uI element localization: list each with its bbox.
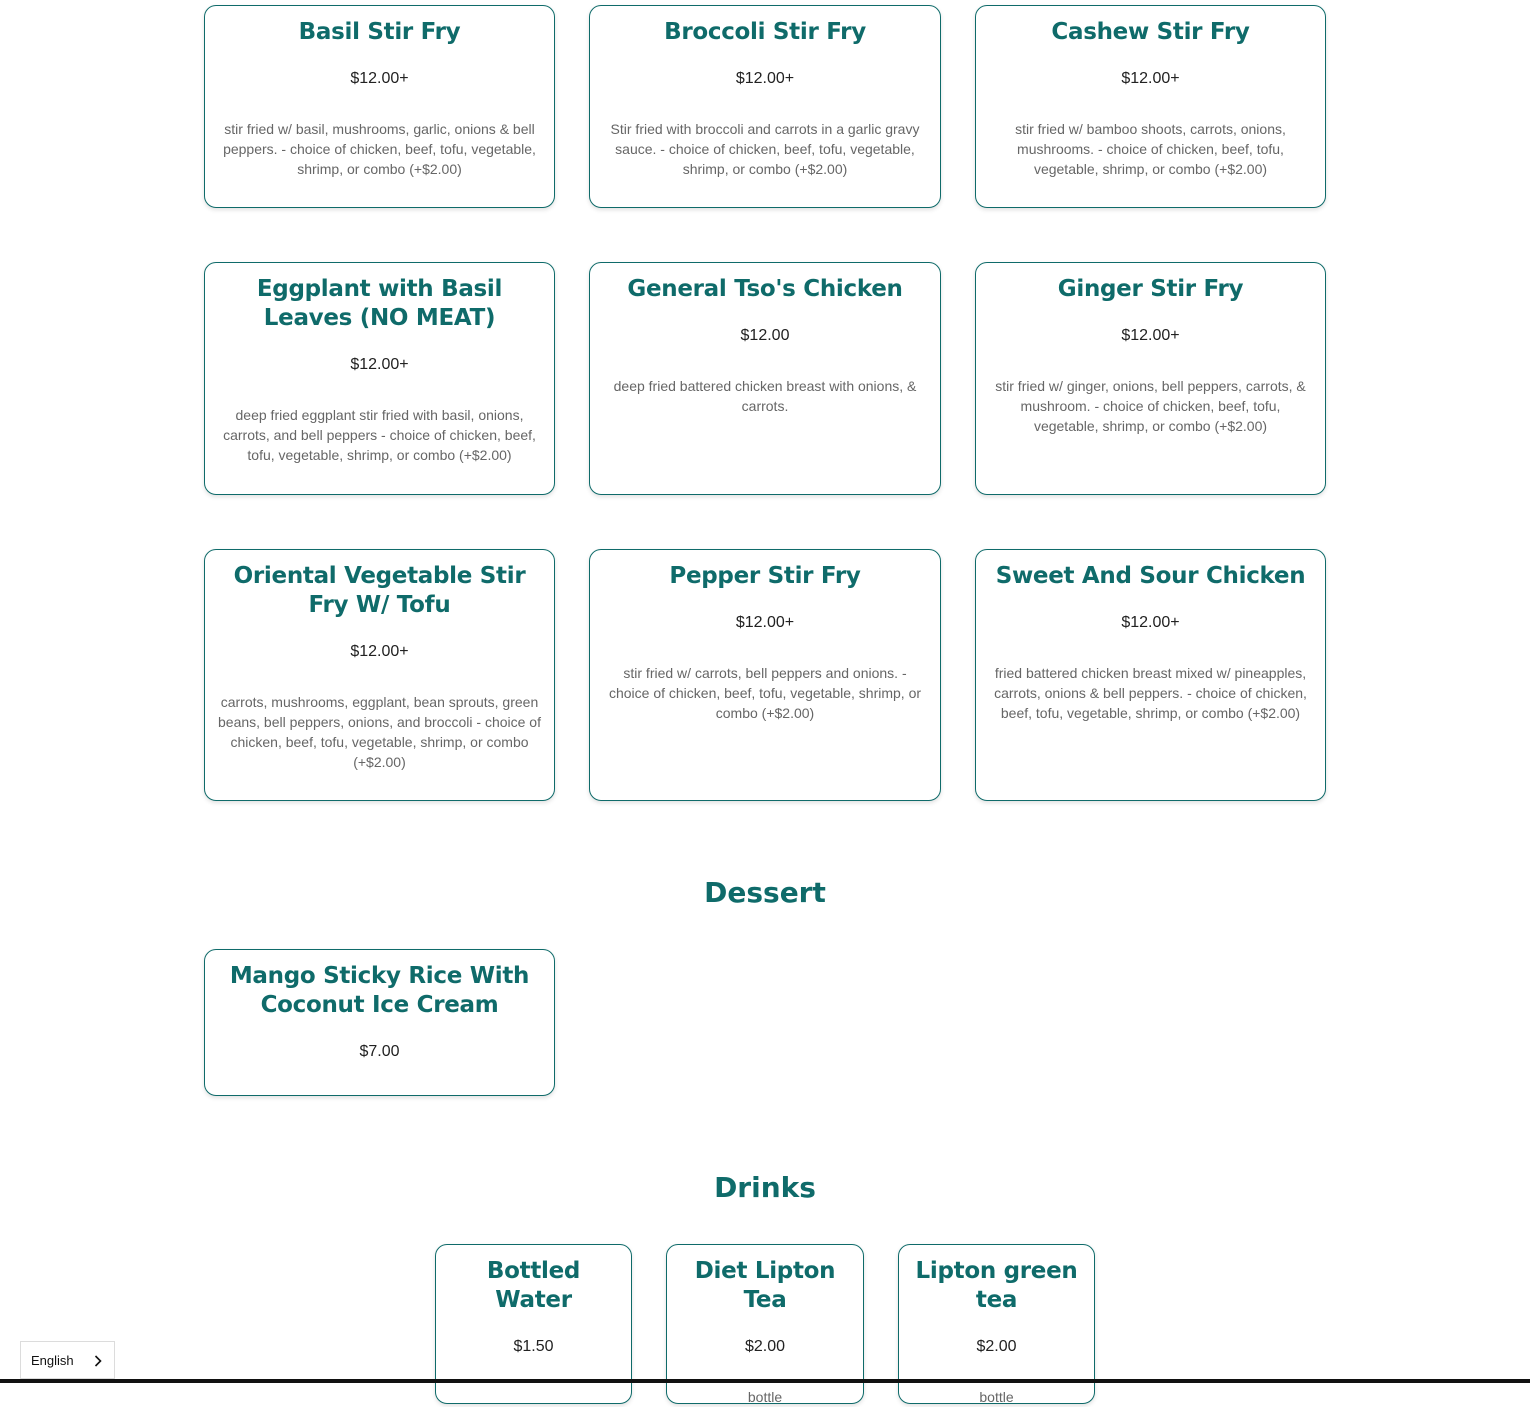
bottom-edge-bar [0,1379,1530,1383]
menu-item-name: General Tso's Chicken [627,276,903,302]
menu-item-price: $1.50 [513,1338,554,1355]
menu-item-name: Broccoli Stir Fry [664,19,866,45]
menu-item-description: bottle [747,1389,783,1405]
menu-item-description: stir fried w/ ginger, onions, bell peppers, carrots, & mushroom. - choice of chicken, beef, tofu, vegetable, shrimp, or combo (+$2.00) [995,378,1306,434]
menu-item-description: carrots, mushrooms, eggplant, bean sprouts, green beans, bell peppers, onions, and broccoli - choice of chicken, beef, tofu, vegetable, shrimp, or combo (+$2.00) [218,694,541,770]
menu-item-card[interactable] [204,5,555,208]
menu-item-card[interactable] [975,549,1326,801]
menu-item-name: Lipton green tea [915,1258,1078,1313]
menu-item-description: deep fried battered chicken breast with onions, & carrots. [613,378,917,414]
menu-item-card[interactable] [204,949,555,1096]
menu-item-price: $12.00+ [735,70,795,87]
menu-item-price: $12.00+ [1121,327,1180,344]
section-title-drinks: Drinks [714,1171,816,1204]
menu-item-description: stir fried w/ carrots, bell peppers and onions. - choice of chicken, beef, tofu, vegetable, shrimp, or combo (+$2.00) [608,665,922,721]
menu-item-price: $12.00+ [1121,70,1180,87]
menu-item-description: Stir fried with broccoli and carrots in a garlic gravy sauce. - choice of chicken, beef, tofu, vegetable, shrimp, or combo (+$2.00) [610,121,920,177]
menu-item-description: deep fried eggplant stir fried with basil, onions, carrots, and bell peppers - choice of chicken, beef, tofu, vegetable, shrimp, or combo (+$2.00) [223,407,536,463]
menu-item-price: $12.00+ [350,643,409,660]
section-title-dessert: Dessert [704,876,826,909]
menu-item-price: $12.00+ [350,356,409,373]
menu-item-price: $12.00+ [735,614,795,631]
menu-item-name: Bottled Water [486,1258,581,1313]
menu-item-card[interactable] [975,262,1326,495]
language-selector[interactable] [20,1341,115,1379]
menu-item-name: Basil Stir Fry [298,19,461,45]
menu-item-name: Eggplant with Basil Leaves (NO MEAT) [256,276,503,331]
menu-item-price: $7.00 [359,1043,400,1060]
menu-item-name: Diet Lipton Tea [694,1258,836,1313]
menu-item-price: $12.00 [740,327,790,344]
menu-item-card[interactable] [589,549,941,801]
menu-item-name: Mango Sticky Rice With Coconut Ice Cream [229,963,530,1018]
menu-item-name: Cashew Stir Fry [1051,19,1250,45]
menu-item-name: Pepper Stir Fry [669,563,861,589]
menu-item-name: Oriental Vegetable Stir Fry W/ Tofu [233,563,526,618]
menu-item-card[interactable] [204,549,555,801]
menu-item-card[interactable] [589,5,941,208]
menu-item-description: fried battered chicken breast mixed w/ pineapples, carrots, onions & bell peppers. - choice of chicken, beef, tofu, vegetable, shrimp, or combo (+$2.00) [994,665,1307,721]
menu-item-price: $2.00 [744,1338,786,1355]
menu-item-card[interactable] [975,5,1326,208]
menu-item-price: $2.00 [976,1338,1017,1355]
menu-item-price: $12.00+ [350,70,409,87]
menu-item-description: stir fried w/ bamboo shoots, carrots, onions, mushrooms. - choice of chicken, beef, tofu, vegetable, shrimp, or combo (+$2.00) [1015,121,1286,177]
menu-item-name: Sweet And Sour Chicken [995,563,1306,589]
menu-item-card[interactable] [204,262,555,495]
chevron-right-icon [94,1355,102,1370]
menu-item-description: stir fried w/ basil, mushrooms, garlic, onions & bell peppers. - choice of chicken, beef, tofu, vegetable, shrimp, or combo (+$2.00) [223,121,536,177]
menu-item-card[interactable] [589,262,941,495]
menu-item-description: bottle [979,1389,1014,1405]
menu-item-name: Ginger Stir Fry [1057,276,1244,302]
menu-item-price: $12.00+ [1121,614,1180,631]
language-selector-label: English [31,1352,74,1368]
